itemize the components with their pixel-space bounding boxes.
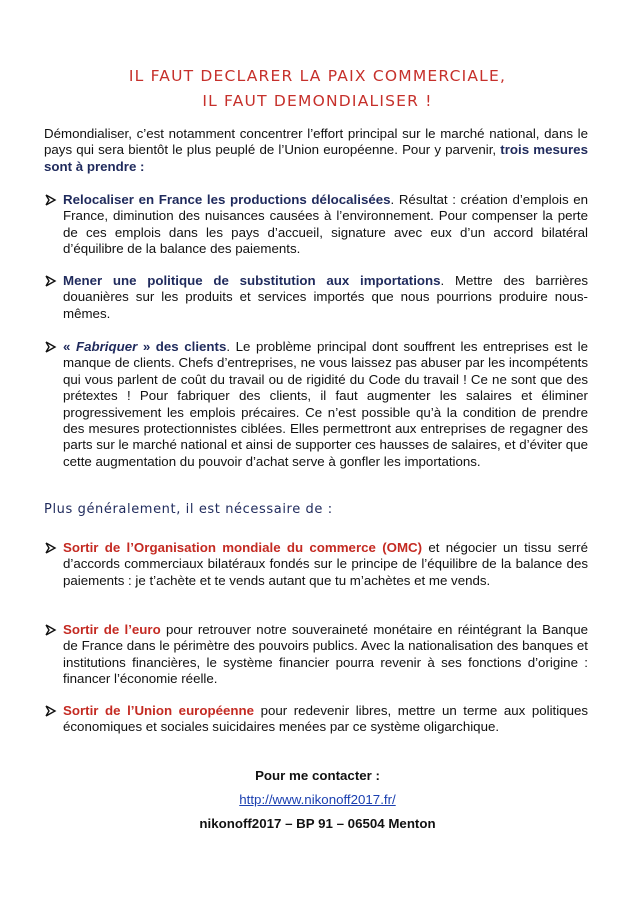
arrowhead-bullet-icon [44, 192, 60, 208]
action-body: et négocier un tissu serré d’accords commerciaux bilatéraux fondés sur le principe de l’équilibre de la balance des paiements : je t’achète et te vends autant que tu m’achètes et me vends. [63, 540, 588, 588]
contact-label: Pour me contacter : [255, 768, 380, 783]
measure-body: . Résultat : création d’emplois en France, diminution des nuisances causées à l’environnement. Pour compenser la perte de ces emplois dans les pays d’accueil, signature avec eux d’un accord bilatéral d’équilibre de la balance des paiements. [63, 192, 589, 257]
measure-heading: Relocaliser en France les productions délocalisées [63, 192, 391, 207]
measure-heading: Mener une politique de substitution aux importations [63, 273, 441, 288]
arrowhead-bullet-icon [44, 339, 60, 355]
intro-text: Démondialiser, c’est notamment concentrer l’effort principal sur le marché national, dans le pays qui sera bientôt le plus peuplé de l’Union européenne. Pour y parvenir, [44, 126, 588, 158]
heading-quote-open: « [63, 339, 76, 354]
measure-item [44, 192, 588, 258]
heading-italic: Fabriquer [75, 339, 138, 354]
measure-body: . Mettre des barrières douanières sur les produits et services importés que nous pourrions produire nous-mêmes. [63, 273, 588, 321]
arrowhead-bullet-icon [44, 703, 60, 719]
action-heading: Sortir de l’Union européenne [63, 703, 255, 718]
contact-url-wrapper [0, 792, 635, 808]
contact-address: nikonoff2017 – BP 91 – 06504 Menton [199, 816, 436, 831]
arrowhead-bullet-icon [44, 540, 60, 556]
title-line-1: IL FAUT DECLARER LA PAIX COMMERCIALE, [128, 67, 507, 85]
title-line-2: IL FAUT DEMONDIALISER ! [202, 92, 433, 110]
action-heading: Sortir de l’Organisation mondiale du commerce (OMC) [63, 540, 423, 555]
action-body: pour retrouver notre souveraineté monétaire en réintégrant la Banque de France dans le périmètre des pouvoirs publics. Avec la nationalisation des banques et institutions financières, le système financier pourra revenir à ses fonctions d’origine : financer l’économie réelle. [63, 622, 588, 687]
arrowhead-bullet-icon [44, 273, 60, 289]
website-link[interactable]: http://www.nikonoff2017.fr/ [239, 792, 396, 807]
action-heading: Sortir de l’euro [63, 622, 161, 637]
action-body: pour redevenir libres, mettre un terme aux politiques économiques et sociales suicidaires menées par ce système oligarchique. [63, 703, 589, 735]
subheading: Plus généralement, il est nécessaire de : [44, 502, 333, 517]
measure-item [44, 339, 588, 470]
heading-quote-close: » des clients [137, 339, 227, 354]
arrowhead-bullet-icon [44, 622, 60, 638]
action-item [44, 540, 588, 589]
measure-body: . Le problème principal dont souffrent les entreprises est le manque de clients. Chefs d’entreprises, ne vous laissez pas abuser par les incompétents qui vous parlent de coût du travail ou de rigidité du Code du travail ! Ce ne sont que des prétextes ! Pour fabriquer des clients, il faut augmenter les salaires et éliminer progressivement les emplois précaires. Ce n’est possible qu’à la condition de prendre des mesures protectionnistes ciblées. Elles permettront aux entreprises de regagner des parts sur le marché national et ainsi de supporter ces hausses de salaires, et d’éviter que cette augmentation du pouvoir d’achat serve à gonfler les importations. [63, 339, 589, 469]
intro-emphasis: trois mesures sont à prendre : [44, 142, 588, 174]
action-item [44, 703, 588, 736]
action-item [44, 622, 588, 688]
intro-paragraph [44, 126, 588, 175]
measure-heading [63, 339, 226, 354]
measure-item [44, 273, 588, 322]
